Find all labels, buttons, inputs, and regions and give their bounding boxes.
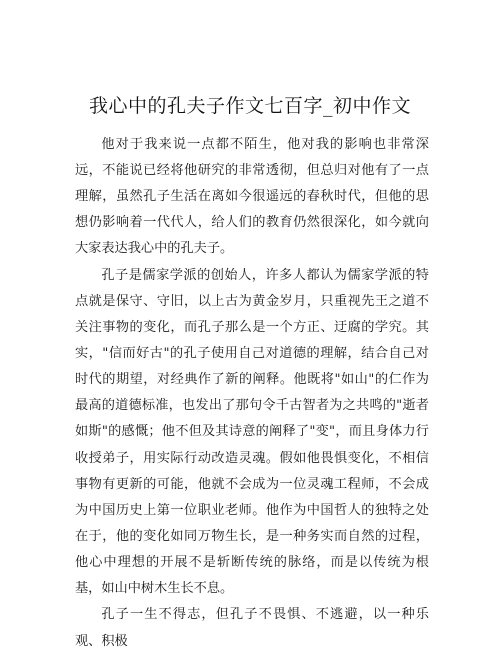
paragraph-3: 孔子一生不得志，但孔子不畏惧、不逃避，以一种乐观、积极 [75,607,429,649]
page-title: 我心中的孔夫子作文七百字_初中作文 [88,95,411,117]
paragraph-2: 孔子是儒家学派的创始人，许多人都认为儒家学派的特点就是保守、守旧，以上古为黄金岁月，只重视先王之道不关注事物的变化，而孔子那么是一个方正、迂腐的学究。其实，"信而好古"的孔子使用自己对道德的理解，结合自己对时代的期望，对经典作了新的阐释。他既将"如山"的仁作为最高的道德标准，也发出了那句令千古智者为之共鸣的"逝者如斯"的感慨；他不但及其诗意的阐释了"变"，而且身体力行收授弟子，用实际行动改造灵魂。假如他畏惧变化，不相信事物有更新的可能，他就不会成为一位灵魂工程师，不会成为中国历史上第一位职业老师。他作为中国哲人的独特之处在于，他的变化如同万物生长，是一种务实而自然的过程，他心中理想的开展不是斩断传统的脉络，而是以传统为根基，如山中树木生长不息。 [75,267,429,596]
paragraph-1: 他对于我来说一点都不陌生，他对我的影响也非常深远，不能说已经将他研究的非常透彻，但总归对他有了一点理解，虽然孔子生活在离如今很遥远的春秋时代，但他的思想仍影响着一代代人，给人们的教育仍然很深化，如今就向大家表达我心中的孔夫子。 [75,137,429,257]
article-body [75,132,429,655]
